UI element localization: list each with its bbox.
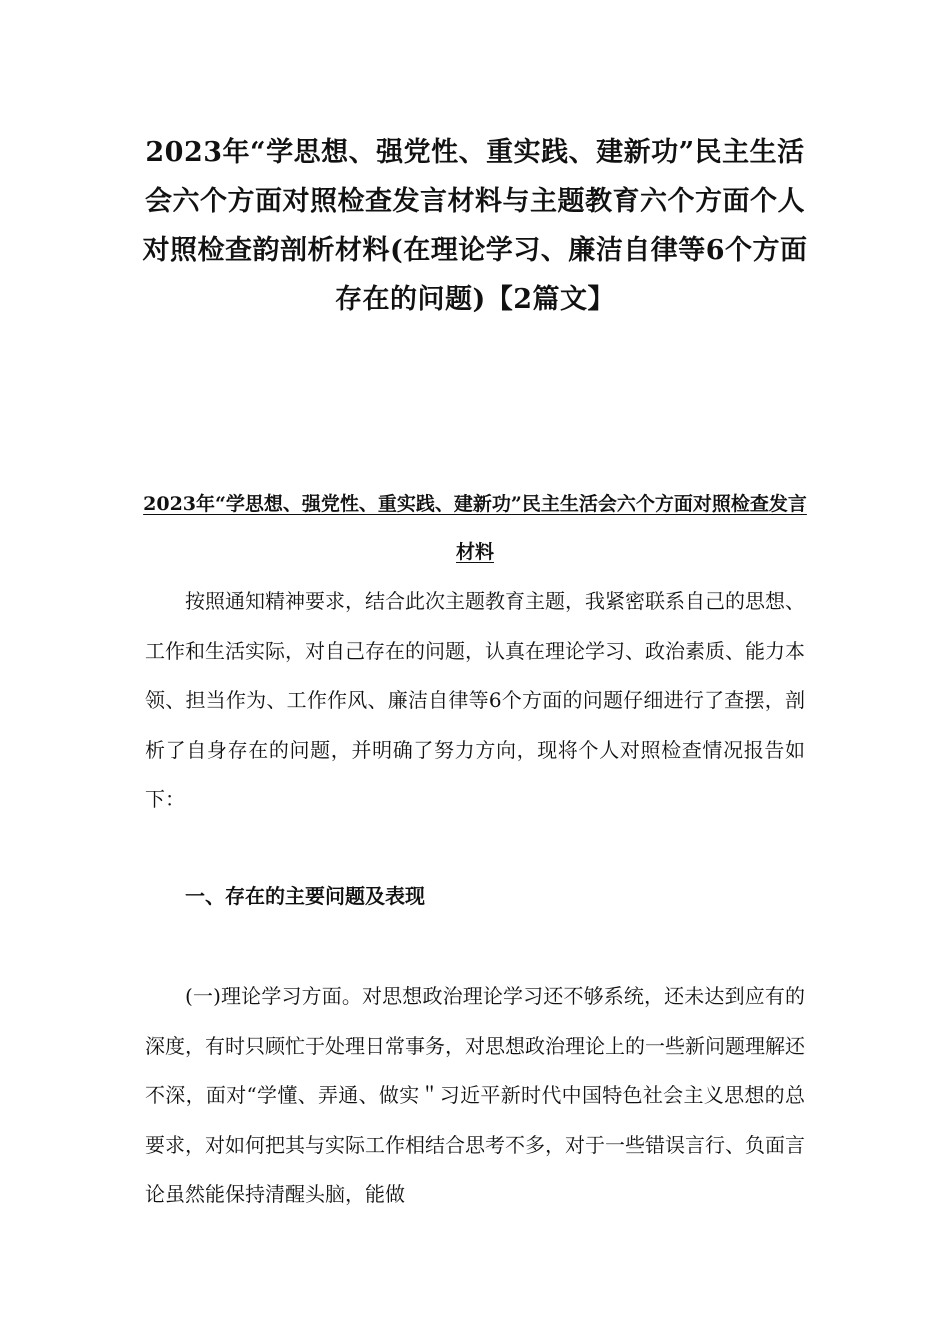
intro-paragraph: 按照通知精神要求，结合此次主题教育主题，我紧密联系自己的思想、工作和生活实际，对自己存在的问题，认真在理论学习、政治素质、能力本领、担当作为、工作作风、廉洁自律等6个方面的问题仔细进行了查摆，剖析了自身存在的问题，并明确了努力方向，现将个人对照检查情况报告如下： (145, 589, 805, 811)
document-title: 2023年“学思想、强党性、重实践、建新功”民主生活会六个方面对照检查发言材料与主题教育六个方面个人对照检查韵剖析材料(在理论学习、廉洁自律等6个方面存在的问题)【2篇文】 (142, 137, 808, 315)
heading-main-problems: 一、存在的主要问题及表现 (185, 884, 425, 908)
section-title: 2023年“学思想、强党性、重实践、建新功”民主生活会六个方面对照检查发言材料 (143, 493, 807, 563)
theory-study-paragraph: (一)理论学习方面。对思想政治理论学习还不够系统，还未达到应有的深度，有时只顾忙于处理日常事务，对思想政治理论上的一些新问题理解还不深，面对“学懂、弄通、做实＂习近平新时代中国特色社会主义思想的总要求，对如何把其与实际工作相结合思考不多，对于一些错误言行、负面言论虽然能保持清醒头脑，能做 (145, 984, 805, 1206)
